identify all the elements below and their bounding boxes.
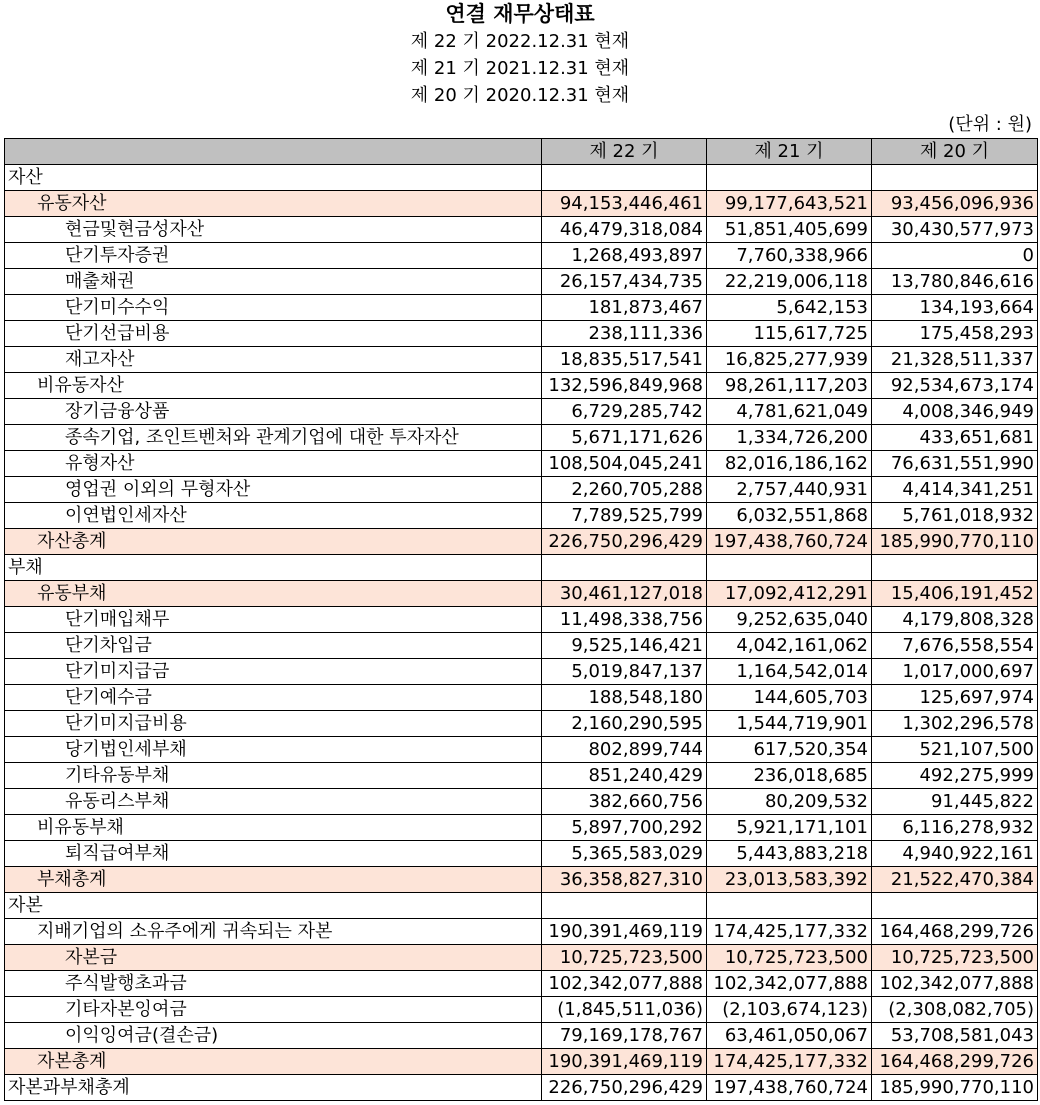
amount-cell: 94,153,446,461 [542, 191, 707, 217]
amount-cell: 10,725,723,500 [707, 945, 872, 971]
account-label: 자본금 [5, 945, 542, 971]
amount-cell: 238,111,336 [542, 321, 707, 347]
account-label: 종속기업, 조인트벤처와 관계기업에 대한 투자자산 [5, 425, 542, 451]
amount-cell: 10,725,723,500 [542, 945, 707, 971]
period-line-22: 제 22 기 2022.12.31 현재 [410, 31, 630, 52]
amount-cell [872, 893, 1038, 919]
account-label: 현금및현금성자산 [5, 217, 542, 243]
amount-cell: 132,596,849,968 [542, 373, 707, 399]
account-label: 퇴직급여부채 [5, 841, 542, 867]
account-label: 자본 [5, 893, 542, 919]
amount-cell: 63,461,050,067 [707, 1023, 872, 1049]
account-label: 유동리스부채 [5, 789, 542, 815]
amount-cell: 1,544,719,901 [707, 711, 872, 737]
amount-cell: 10,725,723,500 [872, 945, 1038, 971]
account-label: 단기미수수익 [5, 295, 542, 321]
amount-cell: 5,019,847,137 [542, 659, 707, 685]
table-row [5, 165, 1038, 191]
table-row [5, 529, 1038, 555]
amount-cell: 79,169,178,767 [542, 1023, 707, 1049]
account-label: 재고자산 [5, 347, 542, 373]
amount-cell: 1,302,296,578 [872, 711, 1038, 737]
amount-cell: 433,651,681 [872, 425, 1038, 451]
table-row [5, 789, 1038, 815]
table-row [5, 217, 1038, 243]
column-header-period-22: 제 22 기 [542, 139, 707, 165]
amount-cell: 36,358,827,310 [542, 867, 707, 893]
amount-cell: 492,275,999 [872, 763, 1038, 789]
table-row [5, 711, 1038, 737]
balance-sheet-table [4, 138, 1038, 1101]
amount-cell: 144,605,703 [707, 685, 872, 711]
table-row [5, 295, 1038, 321]
amount-cell: 175,458,293 [872, 321, 1038, 347]
account-label: 자본과부채총계 [5, 1075, 542, 1101]
report-title: 연결 재무상태표 [445, 2, 595, 26]
amount-cell: 5,365,583,029 [542, 841, 707, 867]
amount-cell [542, 165, 707, 191]
amount-cell: 22,219,006,118 [707, 269, 872, 295]
amount-cell: 26,157,434,735 [542, 269, 707, 295]
account-label: 매출채권 [5, 269, 542, 295]
account-label: 단기미지급금 [5, 659, 542, 685]
amount-cell: 197,438,760,724 [707, 1075, 872, 1101]
table-row [5, 737, 1038, 763]
amount-cell: 80,209,532 [707, 789, 872, 815]
amount-cell: 185,990,770,110 [872, 529, 1038, 555]
table-row [5, 1049, 1038, 1075]
amount-cell [707, 893, 872, 919]
account-label: 자산총계 [5, 529, 542, 555]
amount-cell: 6,729,285,742 [542, 399, 707, 425]
amount-cell: 99,177,643,521 [707, 191, 872, 217]
account-label: 주식발행초과금 [5, 971, 542, 997]
table-row [5, 373, 1038, 399]
table-row [5, 763, 1038, 789]
amount-cell: 9,252,635,040 [707, 607, 872, 633]
account-label: 기타유동부채 [5, 763, 542, 789]
amount-cell: 53,708,581,043 [872, 1023, 1038, 1049]
account-label: 단기예수금 [5, 685, 542, 711]
amount-cell: 164,468,299,726 [872, 1049, 1038, 1075]
amount-cell: 802,899,744 [542, 737, 707, 763]
table-row [5, 997, 1038, 1023]
account-label: 비유동자산 [5, 373, 542, 399]
account-label: 단기선급비용 [5, 321, 542, 347]
amount-cell [872, 165, 1038, 191]
amount-cell: 174,425,177,332 [707, 919, 872, 945]
table-body [5, 165, 1038, 1101]
amount-cell: (2,103,674,123) [707, 997, 872, 1023]
amount-cell: 521,107,500 [872, 737, 1038, 763]
amount-cell: 226,750,296,429 [542, 529, 707, 555]
amount-cell: 18,835,517,541 [542, 347, 707, 373]
account-label: 장기금융상품 [5, 399, 542, 425]
table-row [5, 451, 1038, 477]
amount-cell [707, 165, 872, 191]
amount-cell: 190,391,469,119 [542, 1049, 707, 1075]
amount-cell: 0 [872, 243, 1038, 269]
amount-cell: 134,193,664 [872, 295, 1038, 321]
amount-cell: 21,522,470,384 [872, 867, 1038, 893]
account-label: 지배기업의 소유주에게 귀속되는 자본 [5, 919, 542, 945]
amount-cell: 91,445,822 [872, 789, 1038, 815]
amount-cell: 6,116,278,932 [872, 815, 1038, 841]
amount-cell [542, 555, 707, 581]
account-label: 자산 [5, 165, 542, 191]
amount-cell: 46,479,318,084 [542, 217, 707, 243]
report-header [0, 0, 1040, 109]
table-row [5, 425, 1038, 451]
table-row [5, 399, 1038, 425]
amount-cell: 98,261,117,203 [707, 373, 872, 399]
table-row [5, 945, 1038, 971]
amount-cell: 4,414,341,251 [872, 477, 1038, 503]
table-row [5, 841, 1038, 867]
amount-cell: 6,032,551,868 [707, 503, 872, 529]
amount-cell: 7,789,525,799 [542, 503, 707, 529]
amount-cell: 51,851,405,699 [707, 217, 872, 243]
table-row [5, 477, 1038, 503]
amount-cell: 4,042,161,062 [707, 633, 872, 659]
amount-cell: 617,520,354 [707, 737, 872, 763]
amount-cell: 185,990,770,110 [872, 1075, 1038, 1101]
table-row [5, 503, 1038, 529]
period-line-20: 제 20 기 2020.12.31 현재 [410, 85, 630, 106]
table-row [5, 347, 1038, 373]
amount-cell: 7,760,338,966 [707, 243, 872, 269]
amount-cell: 851,240,429 [542, 763, 707, 789]
account-label: 단기매입채무 [5, 607, 542, 633]
amount-cell: 5,443,883,218 [707, 841, 872, 867]
amount-cell: 13,780,846,616 [872, 269, 1038, 295]
amount-cell: 30,461,127,018 [542, 581, 707, 607]
table-row [5, 607, 1038, 633]
amount-cell: 1,164,542,014 [707, 659, 872, 685]
account-label: 비유동부채 [5, 815, 542, 841]
table-row [5, 1075, 1038, 1101]
account-label: 부채총계 [5, 867, 542, 893]
account-label: 당기법인세부채 [5, 737, 542, 763]
amount-cell: 5,897,700,292 [542, 815, 707, 841]
amount-cell: 5,642,153 [707, 295, 872, 321]
account-label: 부채 [5, 555, 542, 581]
amount-cell: 21,328,511,337 [872, 347, 1038, 373]
amount-cell: 5,671,171,626 [542, 425, 707, 451]
amount-cell [872, 555, 1038, 581]
amount-cell: (2,308,082,705) [872, 997, 1038, 1023]
table-header-row [5, 139, 1038, 165]
amount-cell [542, 893, 707, 919]
amount-cell: 9,525,146,421 [542, 633, 707, 659]
table-row [5, 581, 1038, 607]
amount-cell: 16,825,277,939 [707, 347, 872, 373]
amount-cell: 30,430,577,973 [872, 217, 1038, 243]
amount-cell: 4,179,808,328 [872, 607, 1038, 633]
account-label: 기타자본잉여금 [5, 997, 542, 1023]
amount-cell: 2,757,440,931 [707, 477, 872, 503]
table-row [5, 1023, 1038, 1049]
amount-cell: 76,631,551,990 [872, 451, 1038, 477]
table-row [5, 321, 1038, 347]
account-label: 이연법인세자산 [5, 503, 542, 529]
account-label: 이익잉여금(결손금) [5, 1023, 542, 1049]
table-row [5, 555, 1038, 581]
table-row [5, 867, 1038, 893]
amount-cell: 5,761,018,932 [872, 503, 1038, 529]
amount-cell: 92,534,673,174 [872, 373, 1038, 399]
amount-cell: 164,468,299,726 [872, 919, 1038, 945]
amount-cell: 236,018,685 [707, 763, 872, 789]
amount-cell: 5,921,171,101 [707, 815, 872, 841]
table-row [5, 269, 1038, 295]
amount-cell [707, 555, 872, 581]
amount-cell: 17,092,412,291 [707, 581, 872, 607]
account-label: 유형자산 [5, 451, 542, 477]
account-label: 자본총계 [5, 1049, 542, 1075]
amount-cell: 1,268,493,897 [542, 243, 707, 269]
amount-cell: 1,334,726,200 [707, 425, 872, 451]
account-label: 영업권 이외의 무형자산 [5, 477, 542, 503]
amount-cell: 1,017,000,697 [872, 659, 1038, 685]
amount-cell: 226,750,296,429 [542, 1075, 707, 1101]
account-label: 단기차입금 [5, 633, 542, 659]
account-label: 단기투자증권 [5, 243, 542, 269]
amount-cell: 82,016,186,162 [707, 451, 872, 477]
table-row [5, 893, 1038, 919]
amount-cell: 188,548,180 [542, 685, 707, 711]
amount-cell: 174,425,177,332 [707, 1049, 872, 1075]
amount-cell: 15,406,191,452 [872, 581, 1038, 607]
amount-cell: 190,391,469,119 [542, 919, 707, 945]
amount-cell: 108,504,045,241 [542, 451, 707, 477]
amount-cell: 115,617,725 [707, 321, 872, 347]
table-row [5, 685, 1038, 711]
amount-cell: 197,438,760,724 [707, 529, 872, 555]
account-label: 유동자산 [5, 191, 542, 217]
account-label: 유동부채 [5, 581, 542, 607]
amount-cell: 4,781,621,049 [707, 399, 872, 425]
amount-cell: 4,940,922,161 [872, 841, 1038, 867]
period-line-21: 제 21 기 2021.12.31 현재 [410, 58, 630, 79]
amount-cell: 11,498,338,756 [542, 607, 707, 633]
column-header-period-20: 제 20 기 [872, 139, 1038, 165]
amount-cell: 382,660,756 [542, 789, 707, 815]
amount-cell: 102,342,077,888 [542, 971, 707, 997]
amount-cell: 7,676,558,554 [872, 633, 1038, 659]
amount-cell: 93,456,096,936 [872, 191, 1038, 217]
column-header-period-21: 제 21 기 [707, 139, 872, 165]
table-row [5, 659, 1038, 685]
amount-cell: 102,342,077,888 [872, 971, 1038, 997]
amount-cell: (1,845,511,036) [542, 997, 707, 1023]
table-row [5, 633, 1038, 659]
column-header-account [5, 139, 542, 165]
amount-cell: 181,873,467 [542, 295, 707, 321]
amount-cell: 2,260,705,288 [542, 477, 707, 503]
amount-cell: 4,008,346,949 [872, 399, 1038, 425]
table-row [5, 919, 1038, 945]
table-row [5, 815, 1038, 841]
unit-label: (단위 : 원) [948, 114, 1032, 135]
amount-cell: 125,697,974 [872, 685, 1038, 711]
amount-cell: 102,342,077,888 [707, 971, 872, 997]
table-row [5, 243, 1038, 269]
table-row [5, 971, 1038, 997]
account-label: 단기미지급비용 [5, 711, 542, 737]
amount-cell: 2,160,290,595 [542, 711, 707, 737]
table-row [5, 191, 1038, 217]
amount-cell: 23,013,583,392 [707, 867, 872, 893]
